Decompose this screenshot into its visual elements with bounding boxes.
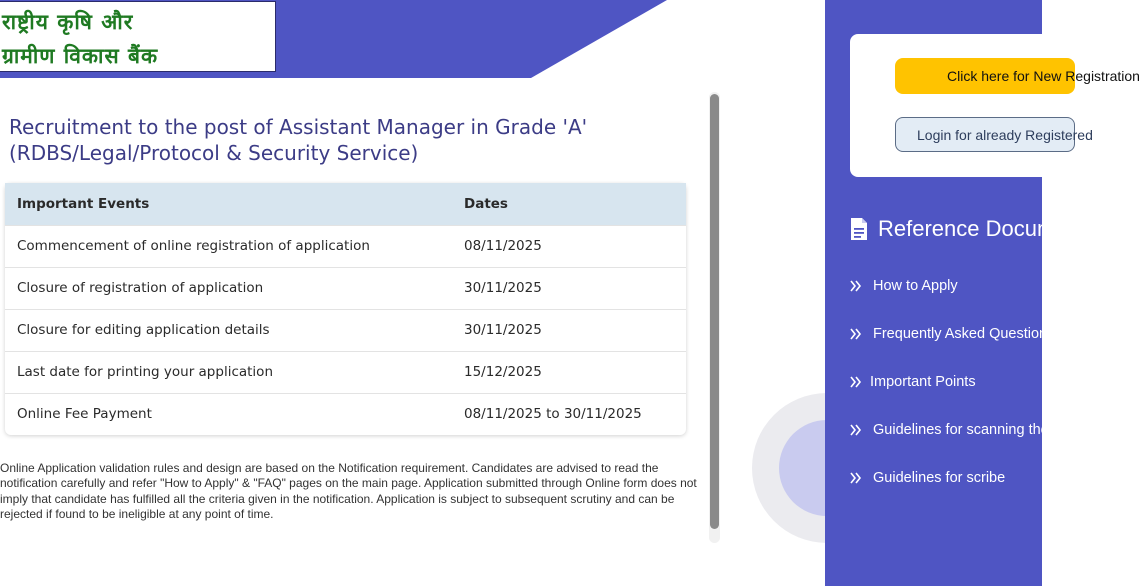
date-cell: 15/12/2025 [464,364,542,380]
bank-logo[interactable] [0,1,276,72]
reference-link-label: Important Points [870,374,976,390]
important-events-table [5,183,686,435]
event-cell: Last date for printing your application [17,364,273,380]
table-row [5,393,686,435]
reference-link-important-points[interactable] [849,358,1126,406]
double-chevron-right-icon [849,375,863,389]
page-title-line1: Recruitment to the post of Assistant Manager in Grade 'A' [9,115,588,139]
reference-link-scanning-guidelines[interactable] [849,406,1126,454]
reference-documents-heading [850,216,1097,242]
reference-documents-title: Reference Documents [878,216,1097,241]
validation-note: Online Application validation rules and design are based on the Notification requirement. Candidates are advised to read the notification carefully and refer "How to Apply" & "FAQ" pages on the main page. Application submitted through Online form does not imply that candidate has fulfilled all the criteria given in the notification. Application is subject to subsequent scrutiny and can be rejected if found to be ineligible at any point of time. [0,461,697,521]
important-events-card [5,183,686,435]
login-card [850,34,1140,177]
new-registration-button[interactable]: Click here for New Registration [895,58,1075,94]
table-row [5,267,686,309]
table-row [5,351,686,393]
double-chevron-right-icon [849,279,863,293]
double-chevron-right-icon [849,423,863,437]
sidebar [825,0,1140,586]
table-row [5,225,686,267]
reference-link-faq[interactable] [849,310,1126,358]
double-chevron-right-icon [849,327,863,341]
column-header-dates: Dates [464,195,508,212]
date-cell: 30/11/2025 [464,280,542,296]
date-cell: 08/11/2025 to 30/11/2025 [464,406,642,423]
table-row [5,309,686,351]
bank-name-line1: राष्ट्रीय कृषि और [2,10,134,34]
reference-documents-list [849,262,1126,502]
reference-link-how-to-apply[interactable] [849,262,1126,310]
reference-link-label: Guidelines for scribe [873,470,1006,486]
reference-link-label: Guidelines for scanning the photograph [873,422,1127,438]
login-registered-button[interactable]: Login for already Registered [895,117,1075,152]
table-header-row [5,183,686,225]
event-cell: Commencement of online registration of application [17,238,370,254]
page-title-line2: (RDBS/Legal/Protocol & Security Service) [9,141,419,165]
column-header-events: Important Events [17,195,150,212]
date-cell: 08/11/2025 [464,238,542,254]
event-cell: Online Fee Payment [17,406,152,423]
scrollbar-thumb[interactable] [710,94,719,529]
bank-name-line2: ग्रामीण विकास बैंक [2,44,159,68]
event-cell: Closure of registration of application [17,280,264,296]
page-title [9,114,629,166]
reference-link-scribe-guidelines[interactable] [849,454,1126,502]
double-chevron-right-icon [849,471,863,485]
event-cell: Closure for editing application details [17,322,270,338]
reference-link-label: Frequently Asked Questions [873,326,1055,342]
date-cell: 30/11/2025 [464,322,542,338]
document-icon [850,217,868,241]
reference-link-label: How to Apply [873,278,958,294]
